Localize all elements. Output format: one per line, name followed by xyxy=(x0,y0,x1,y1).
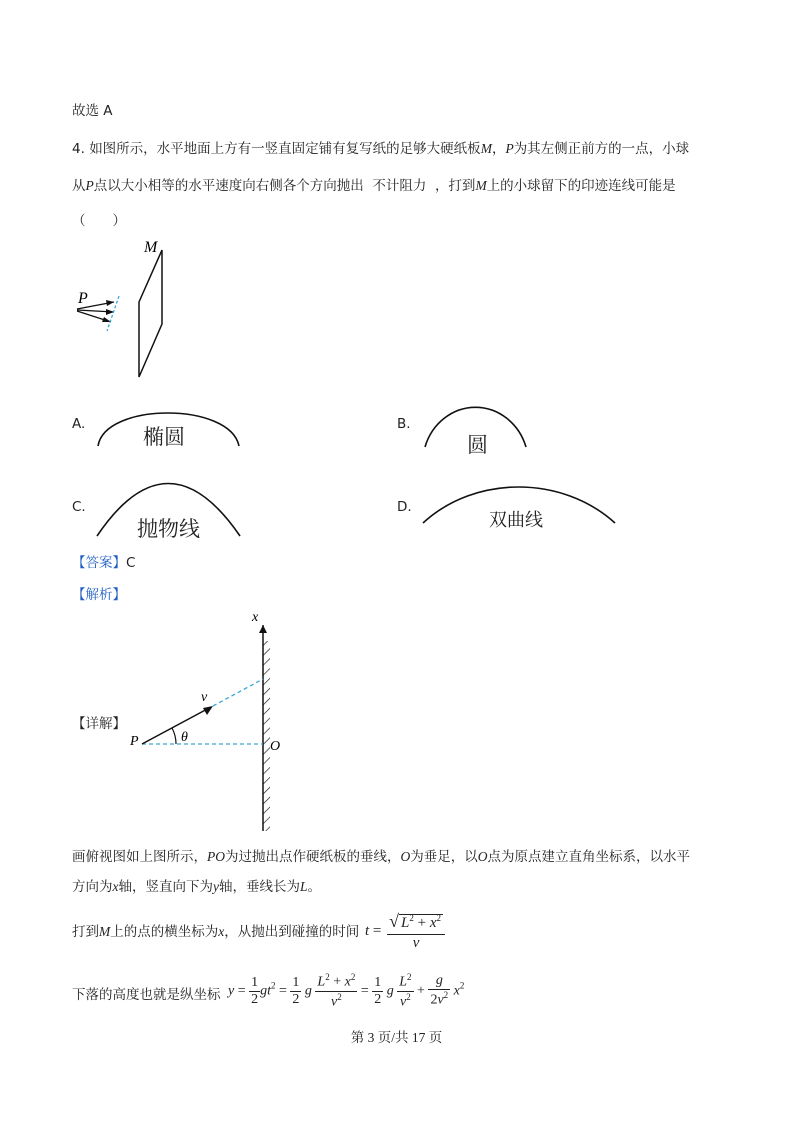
detail-tag: 【详解】 xyxy=(72,716,126,732)
option-a-key: A. xyxy=(72,416,86,432)
answer-tag: 【答案】 xyxy=(72,555,126,571)
question-figure xyxy=(70,232,180,382)
trajectory-line xyxy=(213,679,263,706)
question-number: 4. xyxy=(72,141,85,157)
option-a-label: 椭圆 xyxy=(143,425,185,449)
label-M: M xyxy=(144,239,158,256)
option-c-key: C. xyxy=(72,499,86,515)
previous-answer-note: 故选 A xyxy=(72,103,113,119)
label-P: P xyxy=(78,290,88,307)
option-d-key: D. xyxy=(397,499,412,515)
explain-line-4: 下落的高度也就是纵坐标 xyxy=(72,987,221,1003)
label-theta: θ xyxy=(181,730,188,745)
analysis-tag: 【解析】 xyxy=(72,587,126,603)
wall-hatching xyxy=(263,641,270,831)
page-footer: 第 3 页/共 17 页 xyxy=(350,1030,443,1045)
label-O: O xyxy=(270,739,281,754)
angle-arc xyxy=(172,728,176,744)
label-v: v xyxy=(201,690,208,705)
height-formula: y = $\frac{1}{2}$ $gt^2$ = $\frac{1}{2}$ g $\frac{L^2 + x^2}{v^2}$ = $\frac{1}{2}$ g $\frac{L^2}{v^2}$ + $\frac{g}{2v^2}$ $x^2$ xyxy=(228,972,465,1010)
velocity-arrow-icon xyxy=(203,706,213,715)
question-line-1: 4. 如图所示，水平地面上方有一竖直固定铺有复写纸的足够大硬纸板M，P为其左侧正前方的一点，小球 xyxy=(72,141,690,157)
velocity-vector xyxy=(142,707,211,744)
option-c-label: 抛物线 xyxy=(137,517,200,541)
answer-value: C xyxy=(126,555,136,571)
cardboard-M xyxy=(139,250,162,377)
explain-line-1: 画俯视图如上图所示，PO为过抛出点作硬纸板的垂线，O为垂足，以O点为原点建立直角坐标系，以水平 xyxy=(72,849,690,865)
option-b-key: B. xyxy=(397,416,411,432)
option-b-label: 圆 xyxy=(467,433,488,457)
option-d-label: 双曲线 xyxy=(489,510,543,531)
x-axis-label: x xyxy=(252,610,259,625)
time-formula: t = $\frac{√ L^2 + x^2}{v}$ xyxy=(365,911,445,952)
question-line-2: 从P点以大小相等的水平速度向右侧各个方向抛出 不计阻力 ，打到M上的小球留下的印迹连线可能是 xyxy=(72,178,676,194)
top-view-figure xyxy=(125,605,295,840)
answer-line xyxy=(72,553,135,573)
explain-line-3: 打到M上的点的横坐标为x，从抛出到碰撞的时间 xyxy=(72,924,360,940)
explain-line-2: 方向为x轴，竖直向下为y轴，垂线长为L。 xyxy=(72,879,322,895)
label-P: P xyxy=(130,734,139,749)
answer-blank: （ ） xyxy=(72,213,126,229)
axis-arrow-icon xyxy=(259,625,267,633)
